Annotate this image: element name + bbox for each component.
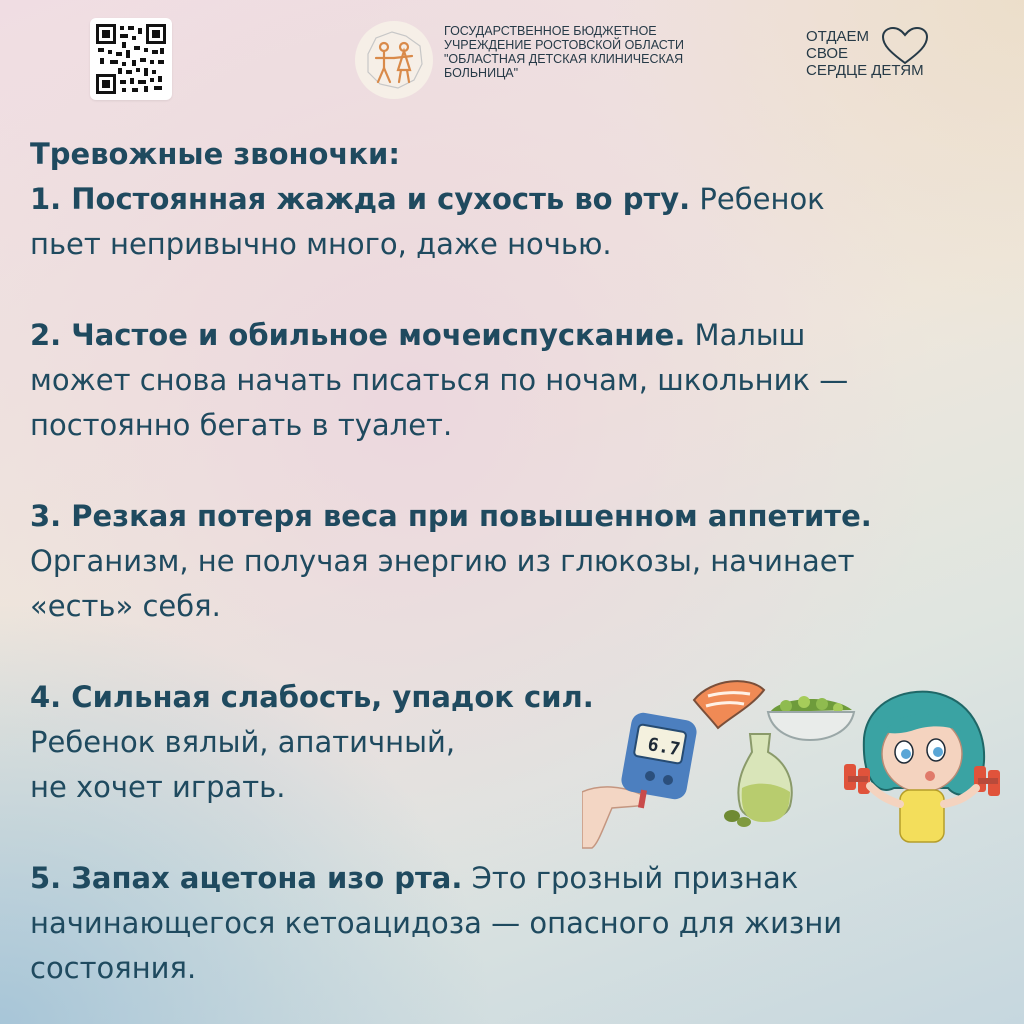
finger-icon (582, 787, 644, 848)
org-name-line: ГОСУДАРСТВЕННОЕ БЮДЖЕТНОЕ (444, 24, 657, 38)
item-text: состояния. (30, 951, 197, 985)
healthy-lifestyle-illustration (582, 676, 1002, 856)
slogan-line: СЕРДЦЕ ДЕТЯМ (806, 62, 924, 79)
hospital-logo (354, 20, 434, 100)
list-item (30, 177, 990, 222)
org-name-line: "ОБЛАСТНАЯ ДЕТСКАЯ КЛИНИЧЕСКАЯ (444, 52, 684, 66)
item-heading: 5. Запах ацетона изо рта. (30, 861, 463, 895)
heart-icon (880, 26, 930, 66)
list-item (30, 313, 990, 358)
item-text: Малыш (685, 318, 806, 352)
warning-signs (30, 132, 990, 991)
item-text: пьет непривычно много, даже ночью. (30, 227, 612, 261)
item-text: Ребенок (690, 182, 825, 216)
girl-with-dumbbells-icon (844, 692, 1000, 842)
item-text: может снова начать писаться по ночам, школьник — (30, 363, 849, 397)
item-text: Ребенок вялый, апатичный, (30, 725, 456, 759)
item-heading: 3. Резкая потеря веса при повышенном аппетите. (30, 499, 872, 533)
org-name-line: УЧРЕЖДЕНИЕ РОСТОВСКОЙ ОБЛАСТИ (444, 38, 685, 52)
item-text: постоянно бегать в туалет. (30, 408, 453, 442)
salmon-icon (694, 681, 764, 728)
slogan-line: ОТДАЕМ (806, 28, 869, 45)
header (0, 0, 1024, 110)
item-text: начинающегося кетоацидоза — опасного для жизни (30, 906, 843, 940)
item-heading: 4. Сильная слабость, упадок сил. (30, 680, 594, 714)
section-title-text: Тревожные звоночки: (30, 137, 400, 171)
slogan-line: СВОЕ (806, 45, 849, 62)
qr-code-icon (96, 24, 166, 94)
item-text: не хочет играть. (30, 770, 286, 804)
list-item (30, 494, 990, 539)
list-item (30, 856, 990, 901)
salad-bowl-icon (768, 696, 854, 740)
item-heading: 1. Постоянная жажда и сухость во рту. (30, 182, 691, 216)
glucometer-reading: 6.7 (646, 734, 682, 761)
qr-code (90, 18, 172, 100)
item-text: Организм, не получая энергию из глюкозы, начинает (30, 544, 855, 578)
organization-name (444, 24, 724, 80)
section-title (30, 132, 990, 177)
org-name-line: БОЛЬНИЦА" (444, 66, 519, 80)
item-heading: 2. Частое и обильное мочеиспускание. (30, 318, 686, 352)
item-text: «есть» себя. (30, 589, 221, 623)
item-text: Это грозный признак (462, 861, 799, 895)
olive-oil-bottle-icon (724, 734, 792, 827)
